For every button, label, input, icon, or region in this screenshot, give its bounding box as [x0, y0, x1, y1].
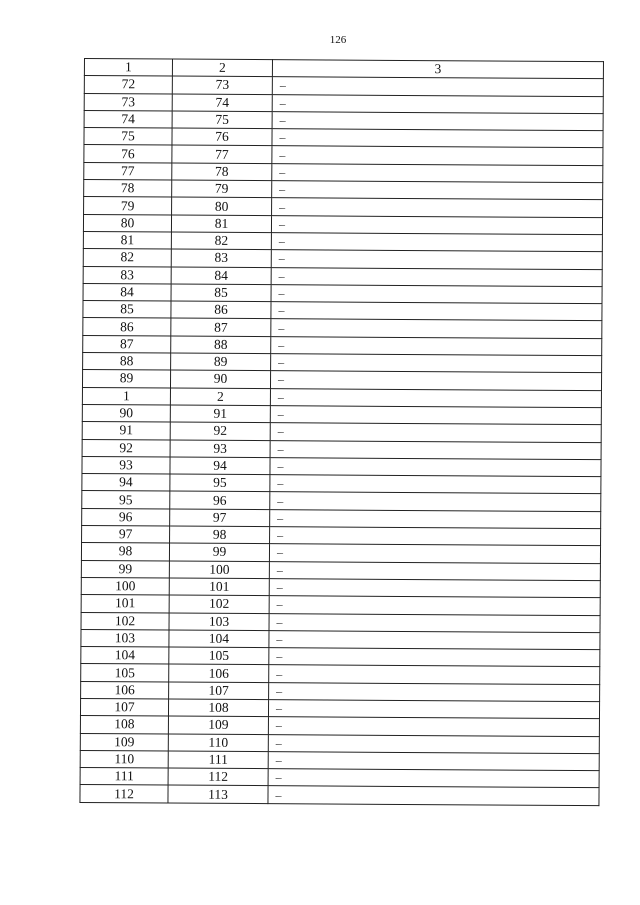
table-cell: [172, 163, 272, 181]
table-cell: [84, 76, 172, 94]
cell-col-1: 82: [120, 249, 135, 265]
table-cell: [83, 231, 171, 249]
table-cell: [271, 285, 602, 304]
table-cell: [83, 335, 171, 353]
table-cell: [81, 612, 169, 630]
table-cell: [84, 180, 172, 198]
table-cell: [169, 647, 269, 665]
cell-col-3: –: [277, 389, 284, 405]
table-cell: [271, 250, 602, 269]
cell-col-1: 74: [121, 111, 135, 127]
table-cell: [271, 336, 602, 355]
cell-col-1: 73: [121, 93, 136, 110]
table-cell: [82, 526, 170, 544]
cell-col-3: –: [276, 580, 283, 595]
cell-col-2: 81: [214, 215, 229, 231]
cell-col-2: 105: [208, 648, 230, 664]
cell-col-1: 100: [115, 578, 136, 594]
cell-col-1: 107: [114, 699, 135, 715]
cell-col-3: –: [278, 338, 285, 353]
cell-col-2: 106: [208, 665, 229, 681]
cell-col-2: 82: [214, 232, 229, 248]
table-cell: [83, 283, 171, 301]
cell-col-1: 91: [119, 422, 134, 438]
cell-col-3: –: [276, 614, 283, 629]
cell-col-1: 98: [118, 543, 133, 559]
cell-col-1: 108: [114, 716, 135, 732]
data-table: [79, 58, 604, 806]
table-cell: [81, 595, 169, 613]
cell-col-3: –: [275, 770, 282, 785]
table-cell: [170, 491, 270, 509]
cell-col-1: 75: [121, 128, 135, 144]
table-cell: [81, 543, 169, 561]
table-cell: [168, 768, 268, 786]
table-cell: [168, 699, 268, 717]
column-header-1: 1: [84, 59, 172, 77]
cell-col-3: –: [277, 424, 284, 439]
table-cell: [83, 301, 171, 319]
table-cell: [82, 370, 170, 388]
table-container: [79, 58, 604, 806]
cell-col-2: 113: [208, 786, 228, 802]
table-cell: [170, 457, 270, 475]
table-cell: [80, 716, 168, 734]
table-cell: [269, 682, 600, 701]
table-cell: [169, 664, 269, 682]
table-cell: [270, 423, 601, 442]
table-cell: [81, 664, 169, 682]
table-cell: [172, 197, 272, 215]
cell-col-1: 86: [120, 318, 134, 334]
table-cell: [80, 785, 168, 803]
table-cell: [170, 422, 270, 440]
cell-col-3: –: [279, 130, 286, 145]
table-cell: [171, 267, 271, 285]
cell-col-1: 81: [120, 232, 135, 248]
cell-col-2: 85: [214, 284, 228, 300]
cell-col-2: 83: [214, 250, 229, 266]
cell-col-1: 109: [114, 733, 135, 750]
cell-col-3: –: [276, 562, 283, 577]
table-cell: [82, 491, 170, 509]
table-cell: [170, 509, 270, 527]
cell-col-3: –: [278, 217, 286, 232]
cell-col-2: 103: [208, 613, 230, 629]
cell-col-1: 92: [119, 439, 133, 455]
cell-col-1: 94: [119, 474, 133, 490]
table-cell: [170, 526, 270, 544]
cell-col-3: –: [275, 787, 282, 802]
cell-col-1: 84: [120, 284, 134, 300]
cell-col-1: 76: [121, 145, 135, 161]
table-cell: [171, 284, 271, 302]
cell-col-2: 104: [208, 630, 230, 646]
table-cell: [83, 318, 171, 336]
page-number: 126: [329, 34, 347, 46]
cell-col-2: 90: [213, 371, 228, 387]
cell-col-3: –: [277, 372, 285, 387]
table-cell: [81, 560, 169, 578]
cell-col-3: –: [275, 735, 282, 750]
table-cell: [172, 94, 272, 112]
cell-col-2: 112: [208, 769, 229, 785]
table-row: [80, 785, 599, 805]
cell-col-1: 83: [120, 266, 134, 283]
table-cell: [269, 648, 600, 667]
cell-col-2: 2: [217, 388, 224, 404]
table-cell: [268, 734, 599, 753]
table-cell: [168, 785, 268, 803]
cell-col-2: 84: [214, 267, 228, 283]
cell-col-3: –: [277, 476, 284, 491]
cell-col-1: 88: [119, 353, 134, 369]
cell-col-2: 89: [213, 353, 228, 370]
cell-col-2: 101: [209, 578, 230, 594]
table-cell: [268, 752, 599, 771]
table-cell: [82, 404, 170, 422]
cell-col-2: 94: [213, 457, 227, 473]
cell-col-3: –: [278, 234, 285, 249]
table-cell: [270, 388, 601, 407]
table-cell: [268, 786, 599, 805]
cell-col-1: 90: [119, 405, 134, 421]
cell-col-3: –: [276, 684, 283, 699]
table-cell: [169, 595, 269, 613]
cell-col-3: –: [277, 493, 284, 508]
cell-col-1: 96: [118, 509, 133, 525]
cell-col-1: 99: [118, 560, 133, 577]
table-cell: [80, 698, 168, 716]
cell-col-3: –: [275, 753, 282, 768]
cell-col-1: 103: [114, 630, 136, 646]
table-cell: [169, 613, 269, 631]
table-cell: [172, 76, 272, 94]
cell-col-1: 80: [120, 215, 135, 231]
cell-col-3: –: [277, 511, 284, 526]
table-cell: [169, 630, 269, 648]
table-cell: [81, 577, 169, 595]
table-cell: [80, 768, 168, 786]
cell-col-2: 111: [208, 751, 228, 767]
cell-col-2: 88: [213, 336, 228, 352]
table-cell: [272, 198, 603, 217]
cell-col-3: –: [277, 407, 284, 422]
cell-col-1: 85: [120, 301, 134, 317]
table-cell: [83, 214, 171, 232]
cell-col-2: 95: [213, 475, 227, 491]
cell-col-3: –: [279, 113, 286, 128]
table-cell: [168, 751, 268, 769]
table-cell: [84, 93, 172, 111]
cell-col-1: 101: [115, 595, 136, 611]
table-cell: [171, 301, 271, 319]
table-cell: [270, 371, 601, 390]
cell-col-1: 106: [114, 682, 135, 698]
cell-col-3: –: [279, 95, 286, 110]
table-cell: [171, 318, 271, 336]
cell-col-2: 110: [208, 734, 229, 750]
table-cell: [82, 422, 170, 440]
cell-col-3: –: [276, 632, 283, 647]
cell-col-3: –: [279, 199, 286, 214]
cell-col-1: 95: [119, 491, 133, 507]
table-cell: [271, 267, 602, 286]
cell-col-3: –: [276, 545, 284, 560]
cell-col-3: –: [278, 355, 285, 370]
table-cell: [84, 197, 172, 215]
cell-col-3: –: [278, 320, 285, 335]
cell-col-2: 80: [214, 198, 229, 214]
cell-col-2: 87: [214, 319, 228, 335]
cell-col-2: 86: [214, 302, 228, 318]
cell-col-2: 100: [209, 561, 230, 577]
cell-col-2: 76: [215, 129, 229, 145]
table-cell: [270, 475, 601, 494]
table-cell: [81, 629, 169, 647]
table-cell: [170, 440, 270, 458]
cell-col-2: 93: [213, 440, 227, 456]
table-cell: [271, 215, 602, 234]
cell-col-2: 108: [208, 699, 229, 716]
table-cell: [271, 233, 602, 252]
table-cell: [171, 336, 271, 354]
table-body: [80, 76, 603, 806]
cell-col-3: –: [278, 286, 285, 301]
table-cell: [270, 527, 601, 546]
table-cell: [170, 474, 270, 492]
cell-col-1: 78: [120, 180, 135, 196]
table-cell: [171, 249, 271, 267]
cell-col-1: 105: [114, 664, 135, 680]
table-cell: [271, 319, 602, 338]
table-cell: [270, 440, 601, 459]
cell-col-2: 78: [215, 163, 229, 179]
table-cell: [82, 474, 170, 492]
column-header-3: 3: [272, 60, 603, 79]
table-cell: [80, 733, 168, 751]
table-cell: [82, 439, 170, 457]
cell-col-2: 99: [212, 544, 227, 560]
table-cell: [272, 129, 603, 148]
cell-col-2: 109: [208, 717, 229, 733]
cell-col-2: 102: [208, 596, 230, 612]
table-cell: [269, 596, 600, 615]
table-cell: [170, 405, 270, 423]
cell-col-3: –: [278, 251, 285, 266]
table-cell: [83, 353, 171, 371]
cell-col-3: –: [275, 718, 282, 733]
table-cell: [169, 682, 269, 700]
table-cell: [170, 370, 270, 388]
cell-col-3: –: [276, 666, 283, 681]
table-cell: [82, 387, 170, 405]
table-cell: [169, 578, 269, 596]
table-cell: [270, 492, 601, 511]
table-cell: [270, 457, 601, 476]
table-cell: [268, 717, 599, 736]
table-cell: [272, 112, 603, 131]
table-cell: [170, 388, 270, 406]
cell-col-3: –: [276, 597, 283, 612]
cell-col-2: 75: [215, 111, 229, 127]
table-cell: [268, 769, 599, 788]
cell-col-2: 96: [213, 492, 227, 508]
cell-col-2: 97: [212, 509, 227, 525]
table-cell: [172, 111, 272, 129]
table-cell: [269, 561, 600, 580]
table-cell: [269, 665, 600, 684]
cell-col-1: 79: [120, 197, 135, 213]
cell-col-3: –: [275, 701, 283, 716]
cell-col-2: 91: [213, 405, 228, 421]
cell-col-1: 72: [121, 76, 136, 92]
table-cell: [82, 456, 170, 474]
cell-col-3: –: [279, 165, 286, 180]
cell-col-2: 79: [214, 181, 229, 197]
cell-col-2: 74: [215, 94, 230, 110]
table-cell: [81, 647, 169, 665]
cell-col-3: –: [279, 78, 286, 93]
cell-col-3: –: [278, 303, 285, 318]
table-cell: [269, 630, 600, 649]
table-cell: [83, 266, 171, 284]
cell-col-1: 89: [119, 370, 134, 386]
table-cell: [171, 232, 271, 250]
cell-col-2: 73: [215, 77, 230, 93]
cell-col-2: 107: [208, 682, 229, 698]
cell-col-1: 112: [114, 785, 134, 801]
table-cell: [84, 162, 172, 180]
cell-col-1: 110: [114, 751, 135, 767]
table-cell: [84, 145, 172, 163]
table-cell: [272, 77, 603, 96]
table-cell: [269, 579, 600, 598]
table-cell: [168, 734, 268, 752]
cell-col-1: 102: [114, 612, 136, 628]
table-cell: [172, 180, 272, 198]
table-cell: [171, 353, 271, 371]
table-cell: [171, 215, 271, 233]
table-cell: [272, 146, 603, 165]
table-cell: [172, 146, 272, 164]
table-cell: [270, 509, 601, 528]
table-cell: [84, 128, 172, 146]
cell-col-2: 98: [212, 526, 227, 543]
cell-col-2: 77: [215, 146, 229, 162]
table-cell: [269, 544, 600, 563]
table-cell: [269, 613, 600, 632]
cell-col-1: 111: [114, 768, 134, 784]
cell-col-1: 77: [121, 163, 135, 179]
cell-col-3: –: [278, 268, 285, 283]
cell-col-3: –: [279, 147, 286, 162]
cell-col-1: 1: [123, 388, 130, 404]
column-header-2: 2: [172, 59, 272, 77]
table-cell: [83, 249, 171, 267]
table-cell: [84, 110, 172, 128]
cell-col-1: 87: [119, 336, 134, 352]
cell-col-2: 92: [213, 423, 228, 439]
table-cell: [172, 128, 272, 146]
cell-col-3: –: [279, 182, 286, 197]
table-cell: [169, 543, 269, 561]
table-cell: [272, 163, 603, 182]
table-cell: [272, 94, 603, 113]
cell-col-3: –: [277, 441, 284, 456]
table-cell: [82, 508, 170, 526]
cell-col-1: 93: [119, 457, 133, 473]
cell-col-3: –: [277, 528, 284, 543]
table-cell: [168, 716, 268, 734]
table-cell: [81, 681, 169, 699]
cell-col-1: 97: [118, 526, 133, 542]
table-cell: [268, 700, 599, 719]
table-cell: [169, 561, 269, 579]
table-cell: [271, 354, 602, 373]
cell-col-3: –: [277, 459, 284, 474]
cell-col-1: 104: [114, 647, 136, 663]
cell-col-3: –: [276, 649, 283, 664]
table-cell: [80, 750, 168, 768]
table-cell: [272, 181, 603, 200]
table-cell: [270, 406, 601, 425]
table-cell: [271, 302, 602, 321]
